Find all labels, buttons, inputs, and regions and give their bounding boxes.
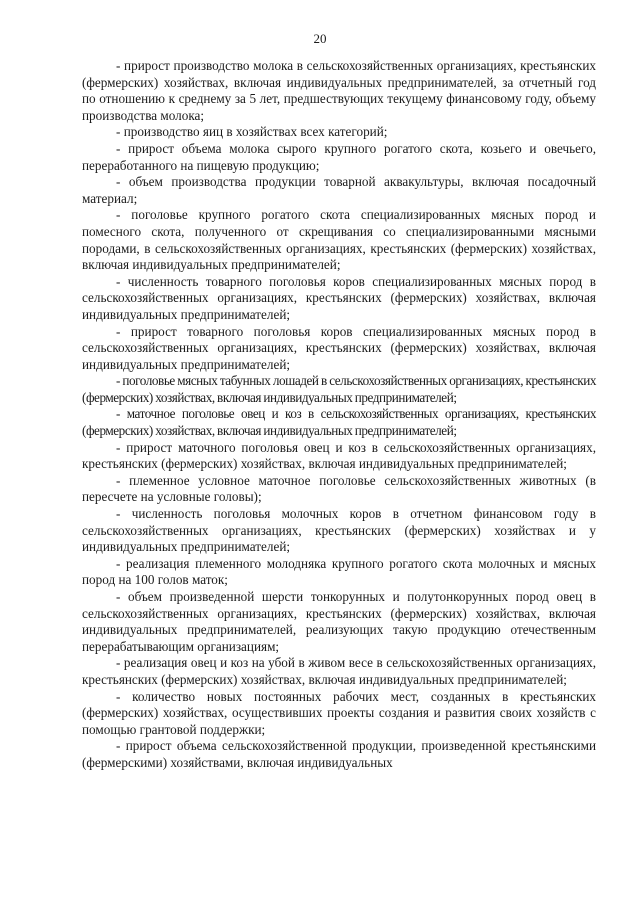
page-number: 20 — [313, 31, 327, 46]
paragraph: - объем производства продукции товарной аквакультуры, включая посадочный материал; — [82, 174, 596, 206]
paragraph: - производство яиц в хозяйствах всех категорий; — [116, 124, 388, 140]
paragraph: - поголовье мясных табунных лошадей в сельскохозяйственных организациях, крестьянских (фермерских) хозяйствах, включая индивидуальных предпринимателей; — [82, 373, 596, 405]
paragraph: - маточное поголовье овец и коз в сельскохозяйственных организациях, крестьянских (фермерских) хозяйствах, включая индивидуальных предпринимателей; — [82, 406, 596, 439]
paragraph: - численность товарного поголовья коров специализированных мясных пород в сельскохозяйственных организациях, крестьянских (фермерских) хозяйствах, включая индивидуальных предпринимателей; — [82, 273, 596, 322]
paragraph: - прирост производство молока в сельскохозяйственных организациях, крестьянских (фермерских) хозяйствах, включая индивидуальных предпринимателей, за отчетный год по отношению к среднему за 5 лет, предшествующих текущему финансовому году, объему производства молока; — [82, 58, 596, 123]
paragraph: - прирост объема сельскохозяйственной продукции, произведенной крестьянскими (фермерскими) хозяйствами, включая индивидуальных — [82, 738, 596, 770]
paragraph: - прирост объема молока сырого крупного рогатого скота, козьего и овечьего, переработанного на пищевую продукцию; — [82, 140, 596, 173]
paragraph: - объем произведенной шерсти тонкорунных и полутонкорунных пород овец в сельскохозяйственных организациях, крестьянских (фермерских) хозяйствах, включая индивидуальных предпринимателей, реализующих такую продукцию отечественным перерабатывающим организациям; — [82, 589, 596, 654]
document-body — [82, 58, 596, 772]
paragraph: - численность поголовья молочных коров в отчетном финансовом году в сельскохозяйственных организациях, крестьянских (фермерских) хозяйствах и у индивидуальных предпринимателей; — [82, 506, 596, 555]
paragraph: - количество новых постоянных рабочих мест, созданных в крестьянских (фермерских) хозяйствах, осуществивших проекты создания и развития своих хозяйств с помощью грантовой поддержки; — [82, 688, 596, 737]
paragraph: - поголовье крупного рогатого скота специализированных мясных пород и помесного скота, полученного от скрещивания со специализированными мясными породами, в сельскохозяйственных организациях, крестьянских (фермерских) хозяйствах, включая индивидуальных предпринимателей; — [82, 207, 596, 273]
paragraph: - племенное условное маточное поголовье сельскохозяйственных животных (в пересчете на условные головы); — [82, 472, 596, 505]
paragraph: - реализация племенного молодняка крупного рогатого скота молочных и мясных пород на 100 голов маток; — [82, 555, 596, 588]
paragraph: - реализация овец и коз на убой в живом весе в сельскохозяйственных организациях, крестьянских (фермерских) хозяйствах, включая индивидуальных предпринимателей; — [82, 655, 596, 687]
paragraph: - прирост товарного поголовья коров специализированных мясных пород в сельскохозяйственных организациях, крестьянских (фермерских) хозяйствах, включая индивидуальных предпринимателей; — [82, 323, 596, 372]
paragraph: - прирост маточного поголовья овец и коз в сельскохозяйственных организациях, крестьянских (фермерских) хозяйствах, включая индивидуальных предпринимателей; — [82, 439, 596, 472]
